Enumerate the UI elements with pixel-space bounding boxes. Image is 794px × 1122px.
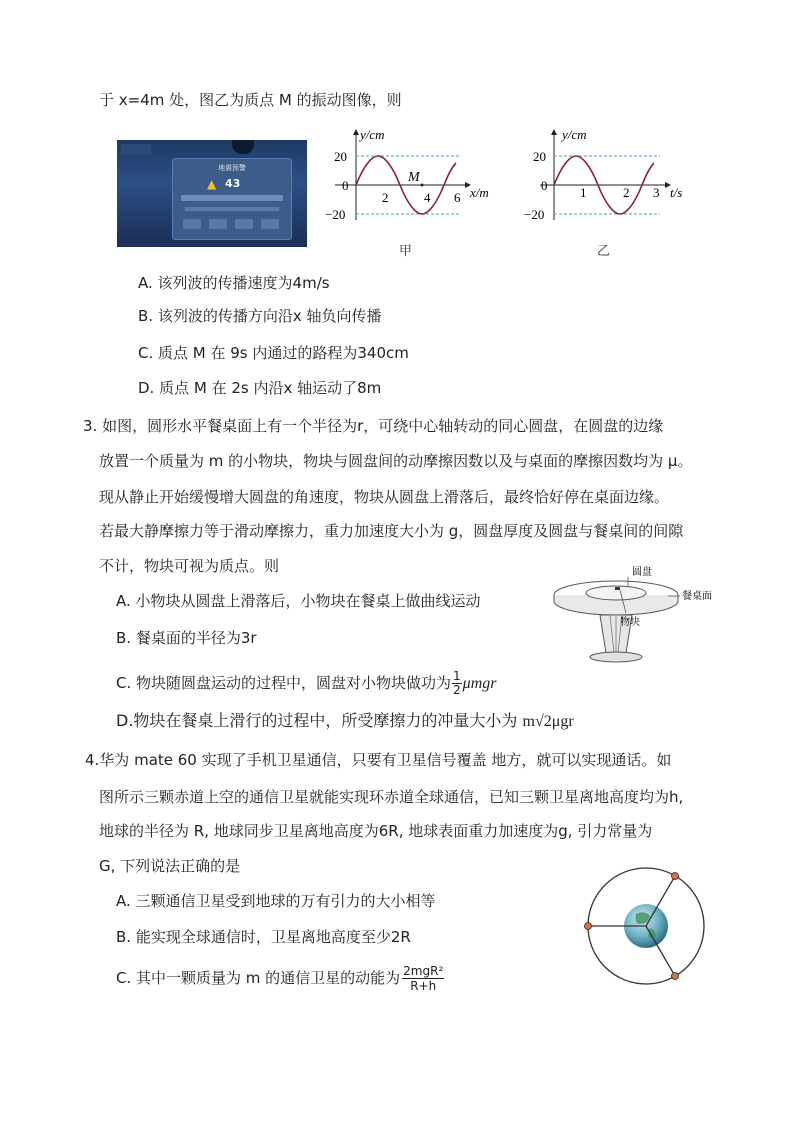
q4-line: 地球的半径为 R, 地球同步卫星离地高度为6R, 地球表面重力加速度为g, 引力常量为: [99, 822, 653, 840]
q4-option-a: A. 三颗通信卫星受到地球的万有引力的大小相等: [116, 892, 436, 910]
x-tick: 1: [580, 185, 587, 200]
q2-option-c: C. 质点 M 在 9s 内通过的路程为340cm: [138, 344, 409, 362]
channel-logo: [121, 144, 151, 154]
q3-line: 放置一个质量为 m 的小物块，物块与圆盘间的动摩擦因数以及与桌面的摩擦因数均为 μ。: [99, 452, 693, 470]
y-tick: 0: [342, 178, 349, 193]
q3-option-c-text: C. 物块随圆盘运动的过程中，圆盘对小物块做功为: [116, 674, 452, 692]
panel-button: [235, 219, 253, 229]
table-base: [590, 652, 642, 662]
y-tick: 0: [541, 178, 548, 193]
y-tick: −20: [524, 207, 545, 222]
intro-line: 于 x=4m 处，图乙为质点 M 的振动图像，则: [99, 91, 402, 109]
fraction: [452, 670, 462, 697]
satellite-icon: [672, 973, 679, 980]
panel-button: [183, 219, 201, 229]
person-silhouette: [232, 140, 254, 154]
q2-option-a: A. 该列波的传播速度为4m/s: [138, 274, 330, 292]
q4-line: 图所示三颗赤道上空的通信卫星就能实现环赤道全球通信，已知三颗卫星离地高度均为h,: [99, 788, 684, 806]
q4-option-c: [116, 964, 444, 993]
caption-yi: 乙: [597, 244, 611, 259]
caption-jia: 甲: [399, 244, 413, 259]
q3-option-d-text: D.物块在餐桌上滑行的过程中，所受摩擦力的冲量大小为: [116, 711, 518, 730]
q3-option-d: [116, 710, 574, 733]
panel-text-bar: [181, 195, 283, 201]
x-tick: 2: [623, 185, 630, 200]
satellite-diagram: [578, 862, 718, 992]
disk-label: 圆盘: [632, 567, 652, 578]
warning-panel: [172, 158, 292, 240]
fraction-numerator: 2mgR²: [403, 964, 444, 978]
q4-option-c-text: C. 其中一颗质量为 m 的通信卫星的动能为: [116, 969, 401, 987]
y-tick: 20: [334, 149, 347, 164]
earthquake-warning-photo: [117, 140, 307, 247]
q3-line: 3. 如图，圆形水平餐桌面上有一个半径为r，可绕中心轴转动的同心圆盘，在圆盘的边缘: [83, 417, 664, 435]
round-table-diagram: [548, 563, 723, 673]
vibration-graph-yi: [524, 125, 705, 225]
q2-option-b: B. 该列波的传播方向沿x 轴负向传播: [138, 307, 382, 325]
q4-option-b: B. 能实现全球通信时，卫星离地高度至少2R: [116, 928, 411, 946]
warning-triangle-icon: ▲: [207, 177, 217, 191]
y-tick: −20: [325, 207, 346, 222]
y-axis-label: y/cm: [562, 127, 587, 142]
satellite-icon: [585, 923, 592, 930]
formula-mu-mgr: μmgr: [462, 675, 497, 692]
table-label: 餐桌面: [682, 591, 712, 602]
q4-line: 4.华为 mate 60 实现了手机卫星通信，只要有卫星信号覆盖 地方，就可以实现通话。如: [85, 751, 672, 769]
fraction: [402, 964, 444, 993]
y-axis-label: y/cm: [360, 127, 385, 142]
satellite-icon: [672, 873, 679, 880]
fraction-denominator: 2: [453, 683, 461, 697]
fraction-numerator: 1: [453, 669, 461, 683]
panel-button: [261, 219, 279, 229]
x-tick: 3: [653, 185, 660, 200]
x-tick: 4: [424, 190, 431, 205]
q3-line: 现从静止开始缓慢增大圆盘的角速度，物块从圆盘上滑落后，最终恰好停在桌面边缘。: [99, 488, 670, 506]
q4-line: G, 下列说法正确的是: [99, 857, 241, 875]
panel-text-bar: [185, 207, 279, 211]
x-axis-label: x/m: [470, 185, 489, 200]
wave-graph-jia: [320, 125, 505, 225]
x-axis-label: t/s: [670, 185, 683, 200]
x-tick: 2: [382, 190, 389, 205]
q3-option-c: [116, 670, 496, 697]
countdown-value: 43: [225, 177, 241, 190]
fraction-denominator: R+h: [410, 979, 437, 993]
panel-title: 地震预警: [218, 164, 246, 172]
q3-line: 若最大静摩擦力等于滑动摩擦力，重力加速度大小为 g，圆盘厚度及圆盘与餐桌间的间隙: [99, 522, 684, 540]
q2-option-d: D. 质点 M 在 2s 内沿x 轴运动了8m: [138, 379, 382, 397]
point-m-label: M: [408, 170, 420, 185]
block-marker: [615, 587, 620, 590]
panel-button: [209, 219, 227, 229]
point-m-marker: [421, 184, 424, 187]
block-label: 物块: [620, 617, 640, 628]
impulse-formula: m√2μgr: [522, 713, 574, 730]
x-tick: 6: [454, 190, 461, 205]
q3-option-b: B. 餐桌面的半径为3r: [116, 629, 257, 647]
q3-option-a: A. 小物块从圆盘上滑落后，小物块在餐桌上做曲线运动: [116, 592, 481, 610]
y-tick: 20: [533, 149, 546, 164]
q3-line: 不计，物块可视为质点。则: [99, 557, 280, 575]
